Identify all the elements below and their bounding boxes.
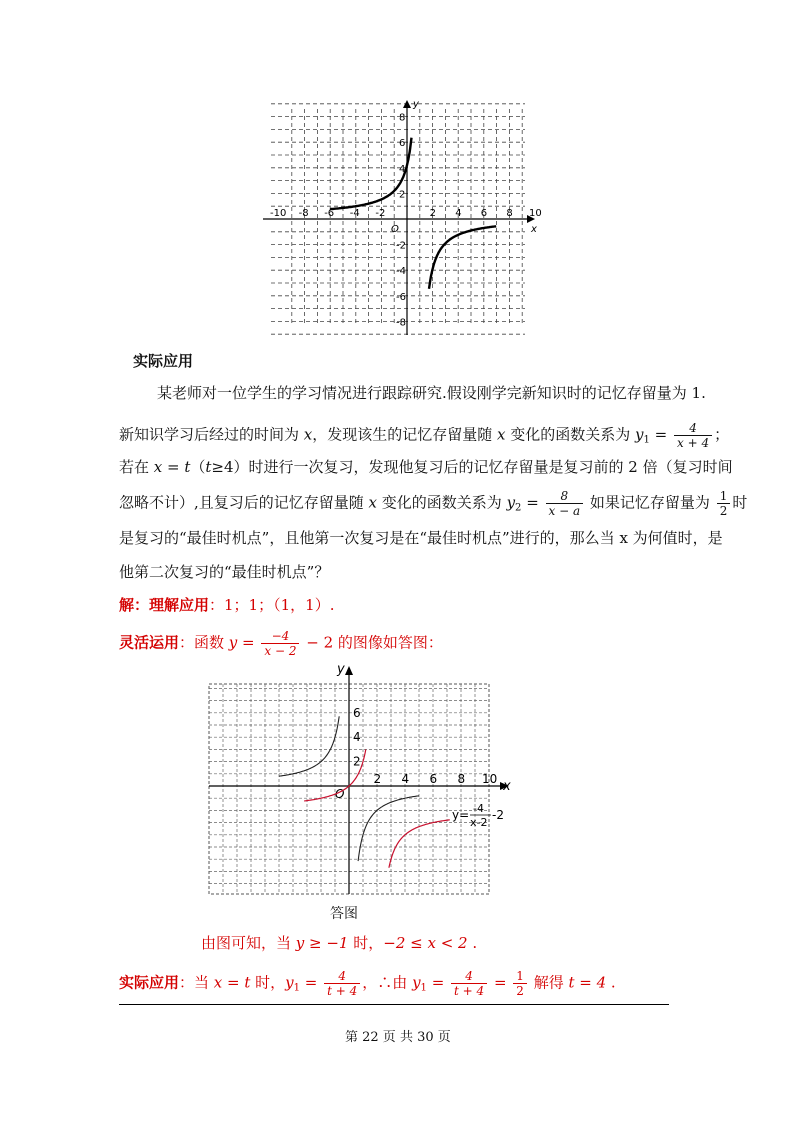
x-tick-label: 10	[482, 772, 498, 786]
solution-understanding	[119, 595, 334, 615]
problem-line-6: 他第二次复习的“最佳时机点”？	[119, 563, 330, 581]
y1-symbol: y	[412, 973, 421, 992]
fraction-num: 1	[717, 489, 731, 504]
equals: =	[300, 973, 323, 992]
fraction-den: 2	[516, 984, 524, 998]
y1-symbol: y	[635, 425, 644, 444]
problem-line-2	[119, 421, 729, 451]
y1-subscript: 1	[420, 982, 427, 994]
fraction-half	[717, 489, 731, 518]
text: − 2 的图像如答图：	[301, 633, 443, 652]
range: −2 ≤ x < 2	[383, 934, 468, 952]
fraction-den: x − 2	[264, 644, 297, 658]
graph-1	[255, 95, 545, 345]
text: ，发现该生的记忆存留量随	[312, 425, 498, 444]
text: ：函数	[179, 633, 229, 652]
text: .	[606, 973, 616, 992]
fraction-den: 2	[719, 504, 728, 518]
problem-line-3	[119, 457, 733, 477]
fraction-num: 1	[513, 969, 527, 984]
equals: =	[521, 493, 544, 512]
x-tick-label: 10	[529, 208, 542, 219]
text: .	[467, 934, 478, 952]
x-tick-label: 4	[401, 772, 410, 786]
fraction-den: x + 4	[677, 436, 710, 450]
text: 时，	[348, 934, 384, 952]
y-tick-label: -4	[396, 266, 406, 278]
graph-1-x-tick-labels	[270, 208, 542, 219]
result: t = 4	[568, 973, 607, 992]
graph-2-base-curve-right	[358, 796, 419, 861]
text: ；	[714, 425, 730, 444]
var-x: x	[303, 425, 313, 444]
graph-2-y-label: y	[337, 662, 345, 677]
text: ：当	[179, 973, 214, 992]
fraction-den: t + 4	[327, 984, 358, 998]
conclusion	[201, 933, 477, 953]
graph-2-curve-label-prefix: y=	[452, 808, 470, 822]
text: 解得	[528, 973, 569, 992]
equals: =	[649, 425, 673, 444]
fraction-num: −4	[261, 629, 299, 644]
x-tick-label: -6	[324, 208, 335, 219]
text: 由图可知，当	[201, 934, 296, 952]
y-equals: y =	[228, 633, 260, 652]
x-tick-label: -2	[375, 208, 386, 219]
y-tick-label: -6	[396, 291, 406, 303]
graph-2-curve-label-num: -4	[473, 802, 484, 815]
footer-rule	[119, 1004, 669, 1005]
text: 变化的函数关系为	[377, 493, 507, 512]
problem-line-4	[119, 489, 747, 519]
fraction-half	[513, 969, 527, 998]
graph-2-origin: O	[335, 787, 345, 801]
graph-2-x-tick-labels	[374, 772, 498, 786]
y-tick-label: 4	[353, 730, 361, 745]
problem-line-1: 某老师对一位学生的学习情况进行跟踪研究.假设刚学完新知识时的记忆存留量为 1.	[157, 384, 706, 402]
fraction-num: 4	[674, 421, 712, 436]
y-tick-label: -2	[396, 240, 406, 252]
fraction-num: 4	[451, 969, 487, 984]
flexible-application	[119, 629, 443, 658]
condition: y ≥ −1	[295, 934, 349, 952]
flexible-label: 灵活运用	[119, 633, 180, 652]
graph-2	[205, 660, 525, 905]
y-tick-label: 6	[353, 705, 361, 720]
graph-1-y-tick-labels	[396, 113, 406, 329]
y-tick-label: 8	[399, 112, 406, 124]
fraction-y1-b	[451, 969, 487, 998]
solution-label: 解：理解应用	[119, 596, 210, 614]
graph-1-y-label: y	[413, 99, 419, 110]
page-number: 第 22 页 共 30 页	[345, 1030, 451, 1045]
text: 如果记忆存留量为	[585, 493, 715, 512]
x-tick-label: 4	[455, 208, 462, 219]
text: （	[190, 458, 206, 476]
x-tick-label: 2	[429, 208, 436, 219]
fraction-function	[261, 629, 299, 658]
solution-answer: ：1；1；（1，1）.	[209, 596, 335, 614]
fraction-den: x − a	[548, 504, 581, 518]
x-tick-label: 8	[506, 208, 513, 219]
fraction-y1	[674, 421, 712, 450]
practical-label: 实际应用	[119, 973, 180, 992]
y2-subscript: 2	[515, 502, 522, 514]
y-tick-label: -8	[396, 317, 406, 329]
equals: =	[489, 973, 512, 992]
equals: =	[426, 973, 450, 992]
x-tick-label: -8	[298, 208, 309, 219]
y1-subscript: 1	[643, 434, 650, 446]
text: ，∴由	[362, 973, 413, 992]
practical-solution	[119, 969, 616, 999]
problem-line-5: 是复习的“最佳时机点”，且他第一次复习是在“最佳时机点”进行的，那么当 x 为何值时，是	[119, 529, 723, 547]
fraction-num: 8	[546, 489, 584, 504]
x-tick-label: -4	[349, 208, 360, 219]
var-x: x	[368, 493, 378, 512]
text: 若在	[119, 458, 154, 476]
graph-2-caption: 答图	[330, 906, 358, 922]
y2-symbol: y	[506, 493, 516, 512]
x-tick-label: 2	[373, 772, 382, 786]
graph-2-y-arrow	[345, 666, 353, 675]
text: 忽略不计）,且复习后的记忆存留量随	[119, 493, 369, 512]
section-heading-practical: 实际应用	[133, 352, 194, 370]
y-tick-label: 4	[399, 163, 406, 175]
fraction-y1	[324, 969, 360, 998]
text: 时	[732, 493, 748, 512]
x-tick-label: 8	[457, 772, 466, 786]
text: 变化的函数关系为	[505, 425, 636, 444]
x-tick-label: -10	[270, 208, 287, 219]
y-tick-label: 2	[353, 754, 361, 769]
y-tick-label: 6	[399, 138, 406, 150]
graph-1-origin: O	[391, 224, 399, 235]
fraction-den: t + 4	[454, 984, 485, 998]
text: 新知识学习后经过的时间为	[119, 425, 304, 444]
x-tick-label: 6	[480, 208, 488, 219]
condition: x = t	[213, 973, 251, 992]
fraction-num: 4	[324, 969, 360, 984]
var-x: x	[497, 425, 506, 444]
graph-1-x-label: x	[531, 224, 537, 235]
graph-2-curve-label-suffix: -2	[492, 808, 504, 822]
var-t: t	[205, 458, 212, 476]
text: 时，	[250, 973, 286, 992]
fraction-y2	[546, 489, 584, 518]
condition: x = t	[153, 458, 191, 476]
y1-subscript: 1	[293, 982, 301, 994]
y-tick-label: 2	[399, 189, 406, 201]
text: ≥4）时进行一次复习，发现他复习后的记忆存留量是复习前的 2 倍（复习时间	[211, 458, 733, 476]
graph-2-curve-label-den: x-2	[470, 816, 488, 829]
graph-2-x-label: x	[503, 779, 511, 794]
x-tick-label: 6	[429, 772, 438, 786]
graph-2-y-tick-labels	[353, 706, 361, 769]
y1-symbol: y	[285, 973, 294, 992]
